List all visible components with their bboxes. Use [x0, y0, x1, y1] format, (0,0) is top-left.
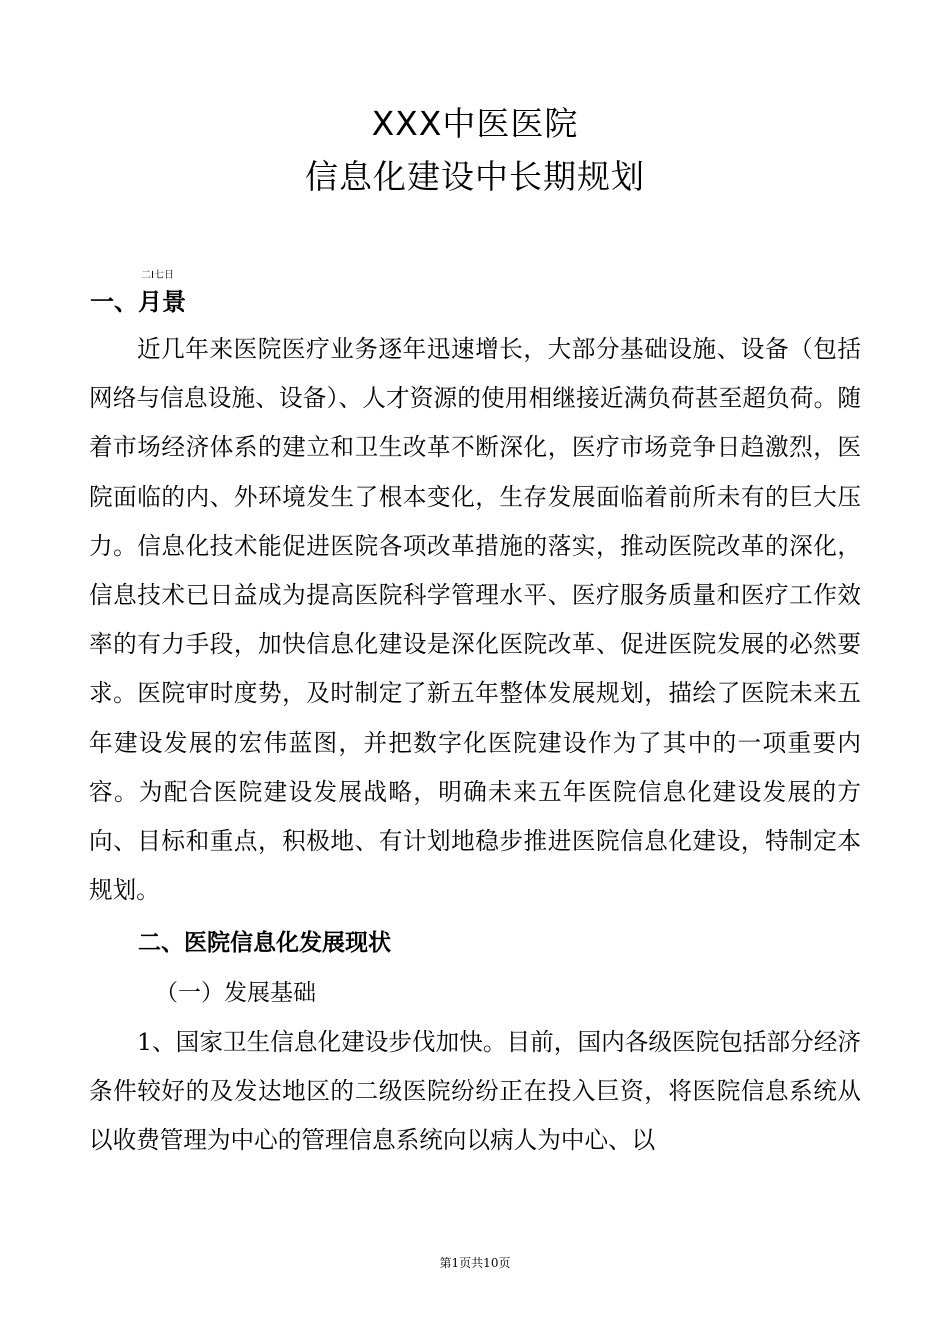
document-title-line-1: XXX中医医院 [371, 104, 579, 143]
small-note: 二I七日 [141, 270, 174, 281]
subsection-1-heading: （一）发展基础 [155, 980, 316, 1006]
document-title-line-2: 信息化建设中长期规划 [305, 157, 645, 196]
page-number-footer: 第1页共10页 [439, 1256, 511, 1270]
section-1-heading: 一、月景 [90, 288, 186, 316]
section-2-heading: 二、医院信息化发展现状 [138, 930, 391, 956]
paragraph-2: 1、国家卫生信息化建设步伐加快。目前，国内各级医院包括部分经济条件较好的及发达地区的二级医院纷纷正在投入巨资，将医院信息系统从以收费管理为中心的管理信息系统向以病人为中心、以 [89, 1028, 861, 1155]
paragraph-1: 近几年来医院医疗业务逐年迅速增长，大部分基础设施、设备（包括网络与信息设施、设备）、人才资源的使用相继接近满负荷甚至超负荷。随着市场经济体系的建立和卫生改革不断深化，医疗市场竞争日趋激烈，医院面临的内、外环境发生了根本变化，生存发展面临着前所未有的巨大压力。信息化技术能促进医院各项改革措施的落实，推动医院改革的深化，信息技术已日益成为提高医院科学管理水平、医疗服务质量和医疗工作效率的有力手段，加快信息化建设是深化医院改革、促进医院发展的必然要求。医院审时度势，及时制定了新五年整体发展规划，描绘了医院未来五年建设发展的宏伟蓝图，并把数字化医院建设作为了其中的一项重要内容。为配合医院建设发展战略，明确未来五年医院信息化建设发展的方向、目标和重点，积极地、有计划地稳步推进医院信息化建设，特制定本规划。 [89, 335, 861, 905]
